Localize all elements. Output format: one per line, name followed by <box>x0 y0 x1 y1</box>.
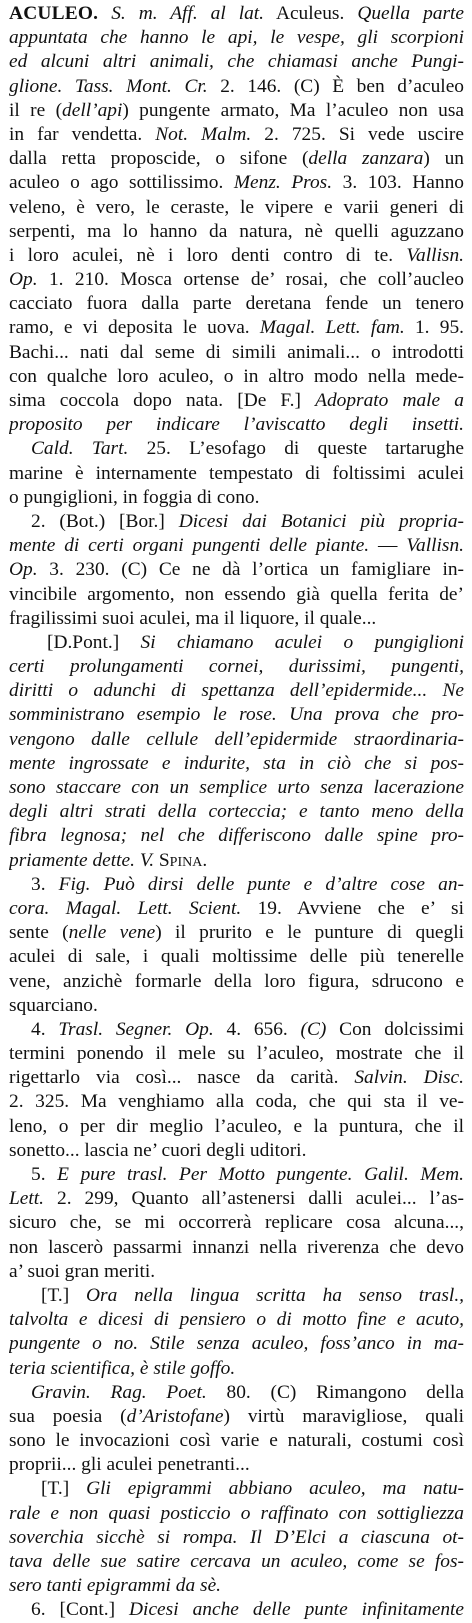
italic-text: mente di certi organi pungenti delle piante. <box>9 535 370 557</box>
text-line <box>9 534 464 558</box>
body-text: 3. 103. Hanno <box>332 172 464 194</box>
body-text: Aculeus. <box>264 3 358 24</box>
text-line <box>9 945 464 969</box>
body-text: ) virtù maravigliose, quali <box>223 1405 464 1427</box>
text-line <box>9 510 464 534</box>
text-line <box>9 970 464 994</box>
text-line <box>9 1357 464 1381</box>
body-text: in far vendetta. <box>9 123 156 145</box>
body-text: 1. 95. <box>404 317 464 339</box>
italic-text: Dicesi anche delle punte infinitamente <box>129 1599 464 1621</box>
body-text: — <box>369 535 407 557</box>
italic-text: Gravin. Rag. Poet. <box>31 1381 207 1403</box>
text-line <box>9 1066 464 1090</box>
italic-text: vengono dalle cellule dell’epidermide straordinaria- <box>9 728 464 750</box>
italic-text: della zanzara <box>308 148 424 170</box>
text-line <box>9 2 464 26</box>
italic-text: Op. <box>9 559 38 581</box>
body-text: sente ( <box>9 922 69 944</box>
italic-text: cora. Magal. Lett. Scient. <box>9 897 242 919</box>
italic-text: rale e non quasi posticcio o raffinato con sottigliezza <box>9 1502 464 1524</box>
italic-text: Ora nella lingua scritta ha senso trasl., <box>86 1284 464 1306</box>
italic-text: degli altri strati della corteccia; e tanto meno della <box>9 801 464 823</box>
text-line <box>9 171 464 195</box>
body-text: 4. 656. <box>213 1018 301 1040</box>
italic-text: Quella parte <box>357 3 464 24</box>
text-line <box>9 1332 464 1356</box>
text-line <box>9 413 464 437</box>
body-text: ) il prurito e le punture di quegli <box>155 922 464 944</box>
body-text: 2. 725. Si vede uscire <box>251 123 464 145</box>
italic-text: pungente o no. Stile senza aculeo, foss’anco in ma- <box>9 1333 464 1355</box>
text-line <box>9 1163 464 1187</box>
italic-text: Magal. Lett. fam. <box>259 317 405 339</box>
text-line <box>9 1187 464 1211</box>
text-line <box>9 1284 464 1308</box>
italic-text: tava delle sue satire cercava un aculeo, come se fos- <box>9 1551 464 1572</box>
body-text: 3. <box>31 873 59 895</box>
body-text: 25. L’esofago di queste tartarughe <box>128 438 464 460</box>
text-line <box>9 800 464 824</box>
text-line <box>9 341 464 365</box>
text-line <box>9 1115 464 1139</box>
body-text: cacciato fuora dalla parte deretana fende un tenero <box>9 293 464 315</box>
body-text: squarciano. <box>9 994 98 1016</box>
text-line <box>9 1211 464 1235</box>
italic-text: teria scientifica, è stile goffo. <box>9 1357 236 1379</box>
text-line <box>9 1018 464 1042</box>
body-text: dalla retta proposcide, o sifone ( <box>9 148 309 170</box>
text-line <box>9 728 464 752</box>
body-text: 2. 325. Ma venghiamo alla coda, che qui sta il ve- <box>9 1091 464 1113</box>
italic-text: Not. Malm. <box>155 123 252 145</box>
text-line <box>9 1453 464 1477</box>
text-line <box>9 1574 464 1598</box>
body-text: ) un <box>423 148 464 170</box>
body-text: Con dolcissimi <box>326 1018 464 1040</box>
text-line <box>9 50 464 74</box>
italic-text: sero tanti epigrammi da sè. <box>9 1575 222 1597</box>
text-line <box>9 1042 464 1066</box>
text-line <box>9 26 464 50</box>
italic-text: priamente dette. V. <box>9 849 159 871</box>
text-line <box>9 897 464 921</box>
cross-reference: Spina. <box>158 849 208 871</box>
text-line <box>9 1429 464 1453</box>
body-text: i loro aculei, nè i loro denti contro di te. <box>9 244 407 266</box>
italic-text: soverchia sicchè si rompa. Il D’Elci a ciascuna ot- <box>9 1526 464 1548</box>
text-line <box>9 558 464 582</box>
body-text: non lascerò passarmi innanzi nella riverenza che devo <box>9 1236 464 1258</box>
text-line <box>9 437 464 461</box>
text-line <box>9 1260 464 1284</box>
text-line <box>9 365 464 389</box>
body-text: 2. 146. (C) È ben d’aculeo <box>207 75 464 97</box>
text-line <box>9 1477 464 1501</box>
body-text: sicuro che, se mi occorrerà replicare cosa alcuna..., <box>9 1212 464 1234</box>
body-text: proprii... gli aculei penetranti... <box>9 1454 250 1476</box>
body-text: 5. <box>31 1164 58 1185</box>
text-line <box>9 607 464 631</box>
text-line <box>9 147 464 171</box>
text-line <box>9 849 464 873</box>
italic-text: Adoprato male a <box>315 390 464 411</box>
italic-text: Cald. Tart. <box>31 438 129 460</box>
body-text: ) pungente armato, Ma l’aculeo non usa <box>122 99 464 121</box>
italic-text: somministrano esempio le rose. Una prova che pro- <box>9 704 464 726</box>
body-text: vene, anzichè formarle della loro figura, sdrucono e <box>9 970 464 992</box>
body-text: fragilissimi suoi aculei, ma il liquore, il quale... <box>9 607 377 629</box>
text-line <box>9 99 464 123</box>
text-line <box>9 1405 464 1429</box>
body-text: leno, o per dir meglio l’aculeo, e la puntura, che il <box>9 1115 464 1137</box>
body-text: vincibile argomento, non essendo già quella ferita de’ <box>9 583 464 605</box>
text-line <box>9 316 464 340</box>
body-text: aculei di sale, i quali moltissime delle più tenerelle <box>9 946 464 968</box>
text-line <box>9 679 464 703</box>
text-line <box>9 631 464 655</box>
body-text: [T.] <box>41 1284 87 1306</box>
italic-text: E pure trasl. Per Motto pungente. Galil. Mem. <box>57 1164 464 1185</box>
body-text: il re ( <box>9 99 63 121</box>
text-line <box>9 75 464 99</box>
body-text: marine è internamente tempestato di foltissimi aculei <box>9 462 464 484</box>
text-line <box>9 1381 464 1405</box>
body-text: aculeo o ago sottilissimo. <box>9 172 234 194</box>
body-text: 6. [Cont.] <box>31 1599 130 1621</box>
text-line <box>9 1090 464 1114</box>
italic-text: Trasl. Segner. Op. <box>58 1018 214 1040</box>
italic-text: appuntata che hanno le api, le vespe, gli scorpioni <box>9 27 464 49</box>
dictionary-entry-aculeo <box>9 2 464 1623</box>
text-line <box>9 1236 464 1260</box>
body-text: rigettarlo via così... nasce da carità. <box>9 1067 355 1089</box>
body-text: 80. (C) Rimangono della <box>206 1381 464 1403</box>
body-text: sua poesia ( <box>9 1405 127 1427</box>
italic-text: Vallisn. <box>406 535 464 557</box>
text-line <box>9 123 464 147</box>
body-text: serpenti, ma lo hanno da natura, nè quelli aguzzano <box>9 220 464 242</box>
italic-text: Op. <box>9 269 38 291</box>
italic-text: talvolta e dicesi di pensiero o di motto fine e acuto, <box>9 1309 464 1331</box>
body-text: 4. <box>31 1018 59 1040</box>
text-line <box>9 994 464 1018</box>
italic-text: mente ingrossate e indurite, sta in ciò che si pos- <box>9 752 464 774</box>
body-text: veleno, è vero, le ceraste, le vipere e varii generi di <box>9 196 464 218</box>
text-line <box>9 1502 464 1526</box>
body-text: ramo, e vi deposita le uova. <box>9 317 260 339</box>
italic-text: Lett. <box>9 1188 45 1210</box>
text-line <box>9 1550 464 1574</box>
body-text: 1. 210. Mosca ortense de’ rosai, che coll’aucleo <box>37 269 464 291</box>
italic-text: glione. Tass. Mont. Cr. <box>9 75 208 97</box>
text-line <box>9 1308 464 1332</box>
italic-text: Si chiamano aculei o pungiglioni <box>140 631 464 653</box>
text-line <box>9 462 464 486</box>
body-text: Bachi... nati dal seme di simili animali... o introdotti <box>9 341 464 363</box>
headword: ACULEO. <box>9 3 99 24</box>
italic-text: dell’api <box>62 99 123 121</box>
italic-text: Gli epigrammi abbiano aculeo, ma natu- <box>86 1478 464 1500</box>
italic-text: Fig. Può dirsi delle punte e d’altre cose an- <box>58 873 464 895</box>
body-text: sono le invocazioni così varie e naturali, costumi così <box>9 1430 464 1452</box>
italic-text: proposito per indicare l’aviscatto degli insetti. <box>9 414 464 436</box>
italic-text: certi prolungamenti cornei, durissimi, pungenti, <box>9 656 464 678</box>
italic-text: S. m. Aff. al lat. <box>98 3 265 24</box>
text-line <box>9 220 464 244</box>
body-text: 3. 230. (C) Ce ne dà l’ortica un famigliare in- <box>37 559 464 581</box>
body-text: sima coccola dopo nata. [De F.] <box>9 390 316 411</box>
text-line <box>9 1598 464 1622</box>
body-text: 19. Avviene che e’ si <box>241 897 464 919</box>
italic-text: Salvin. Disc. <box>354 1067 464 1089</box>
italic-text: Vallisn. <box>406 244 464 266</box>
italic-text: (C) <box>300 1018 327 1040</box>
italic-text: Menz. Pros. <box>233 172 333 194</box>
text-line <box>9 1139 464 1163</box>
text-line <box>9 824 464 848</box>
text-line <box>9 196 464 220</box>
text-line <box>9 776 464 800</box>
italic-text: ed alcuni altri animali, che chiamasi anche Pungi- <box>9 51 464 73</box>
body-text: [T.] <box>41 1478 87 1500</box>
body-text: 2. (Bot.) [Bor.] <box>31 510 179 532</box>
body-text: o pungiglioni, in foggia di cono. <box>9 486 260 508</box>
italic-text: fibra legnosa; nel che differiscono dalle spine pro- <box>9 825 464 847</box>
text-line <box>9 1526 464 1550</box>
italic-text: d’Aristofane <box>126 1405 224 1427</box>
italic-text: Dicesi dai Botanici più propria- <box>178 510 464 532</box>
text-line <box>9 389 464 413</box>
body-text: con qualche loro aculeo, o in altro modo nella mede- <box>9 365 464 387</box>
text-line <box>9 655 464 679</box>
text-line <box>9 268 464 292</box>
text-line <box>9 244 464 268</box>
text-line <box>9 292 464 316</box>
italic-text: nelle vene <box>68 922 156 944</box>
body-text: a’ suoi gran meriti. <box>9 1260 156 1282</box>
italic-text: diritti o adunchi di spettanza dell’epidermide... Ne <box>9 680 464 702</box>
text-line <box>9 873 464 897</box>
text-line <box>9 486 464 510</box>
text-line <box>9 921 464 945</box>
body-text: termini ponendo il mele su l’aculeo, mostrate che il <box>9 1043 464 1065</box>
body-text: [D.Pont.] <box>47 631 141 653</box>
text-line <box>9 752 464 776</box>
italic-text: sono staccare con un semplice urto senza lacerazione <box>9 777 464 798</box>
text-line <box>9 583 464 607</box>
body-text: 2. 299, Quanto all’astenersi dalli aculei... l’as- <box>44 1188 464 1210</box>
body-text: sonetto... lascia ne’ cuori degli uditori. <box>9 1139 307 1161</box>
text-line <box>9 703 464 727</box>
